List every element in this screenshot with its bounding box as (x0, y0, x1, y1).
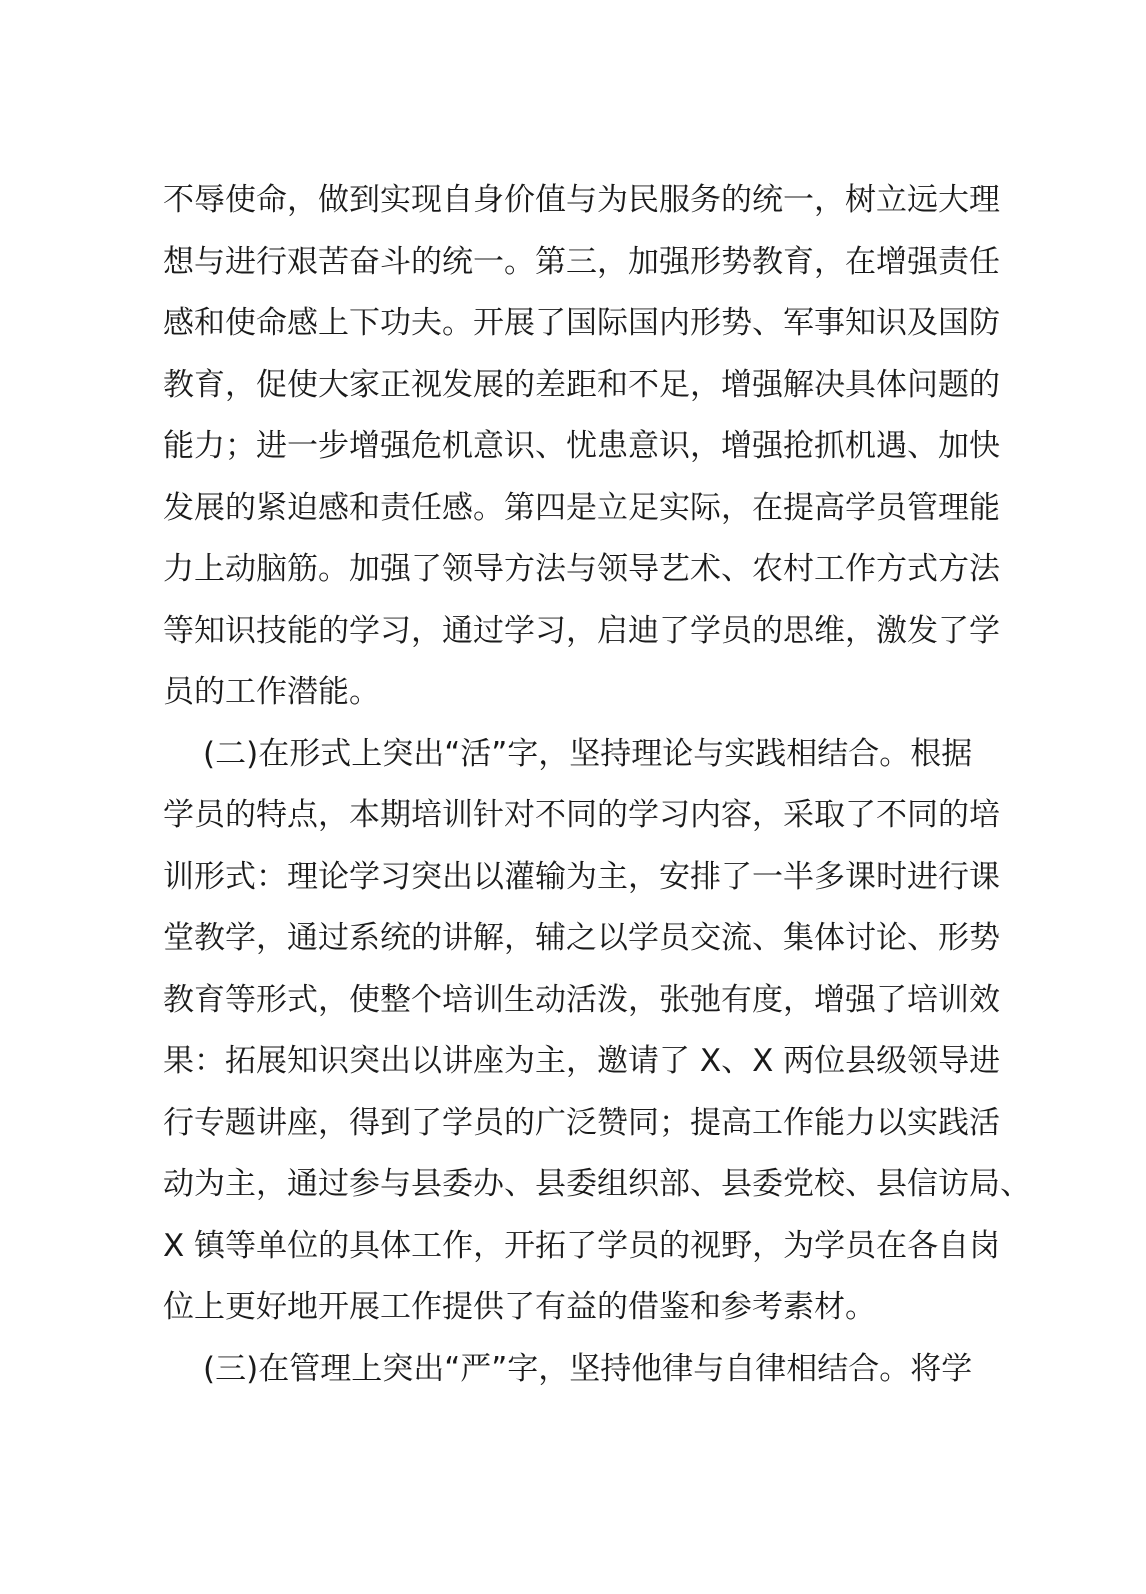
paragraph-heading-3: (三)在管理上突出“严”字，坚持他律与自律相结合。将学 (203, 1350, 973, 1387)
text-line: 能力；进一步增强危机意识、忧患意识，增强抢抓机遇、加快 (163, 428, 1000, 464)
text-line: 训形式：理论学习突出以灌输为主，安排了一半多课时进行课 (163, 858, 1000, 895)
text-line: 发展的紧迫感和责任感。第四是立足实际，在提高学员管理能 (163, 489, 1000, 526)
text-line: 教育，促使大家正视发展的差距和不足，增强解决具体问题的 (163, 366, 1000, 403)
text-line: 堂教学，通过系统的讲解，辅之以学员交流、集体讨论、形势 (163, 920, 1000, 956)
text-line: 员的工作潜能。 (163, 674, 380, 710)
document-body (163, 170, 1031, 1400)
text-line: X 镇等单位的具体工作，开拓了学员的视野，为学员在各自岗 (163, 1227, 1001, 1264)
text-line: 位上更好地开展工作提供了有益的借鉴和参考素材。 (163, 1289, 876, 1325)
paragraph-heading-2: (二)在形式上突出“活”字，坚持理论与实践相结合。根据 (203, 735, 973, 772)
text-line: 果：拓展知识突出以讲座为主，邀请了 X、X 两位县级领导进 (163, 1043, 1001, 1079)
text-line: 教育等形式，使整个培训生动活泼，张弛有度，增强了培训效 (163, 981, 1000, 1018)
text-line: 想与进行艰苦奋斗的统一。第三，加强形势教育，在增强责任 (163, 243, 1000, 280)
text-line: 学员的特点，本期培训针对不同的学习内容，采取了不同的培 (163, 797, 1000, 833)
text-line: 动为主，通过参与县委办、县委组织部、县委党校、县信访局、 (163, 1166, 1031, 1202)
text-line: 不辱使命，做到实现自身价值与为民服务的统一，树立远大理 (163, 182, 1000, 218)
text-line: 行专题讲座，得到了学员的广泛赞同；提高工作能力以实践活 (163, 1104, 1000, 1141)
text-line: 感和使命感上下功夫。开展了国际国内形势、军事知识及国防 (163, 305, 1000, 341)
text-line: 等知识技能的学习，通过学习，启迪了学员的思维，激发了学 (163, 612, 1000, 649)
text-line: 力上动脑筋。加强了领导方法与领导艺术、农村工作方式方法 (163, 551, 1000, 587)
